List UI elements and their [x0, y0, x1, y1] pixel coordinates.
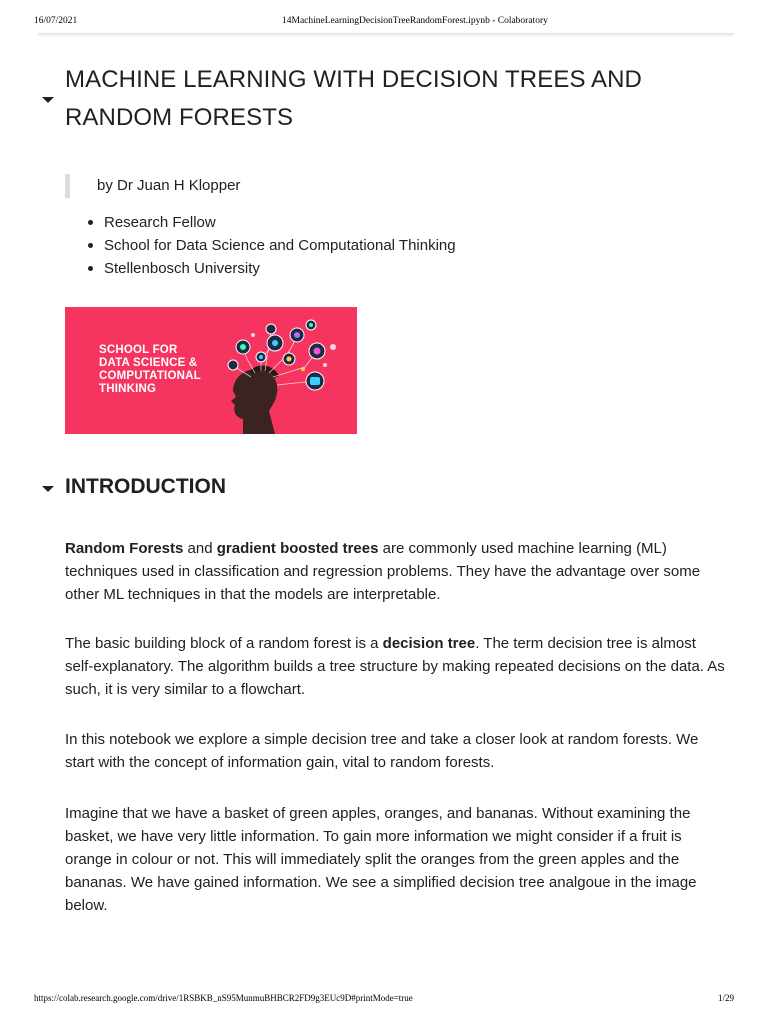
print-header [34, 16, 734, 30]
notebook-title [65, 61, 725, 137]
author-byline: by Dr Juan H Klopper [97, 177, 241, 194]
intro-paragraph-3: In this notebook we explore a simple decision tree and take a closer look at random forests. We start with the concept of information gain, vital to random forests. [65, 731, 699, 771]
page-number: 1/29 [717, 993, 734, 1003]
notebook-title-line-1: MACHINE LEARNING WITH DECISION TREES AND [65, 66, 642, 93]
author-affiliations-list [87, 211, 456, 280]
banner-line-2: DATA SCIENCE & [99, 357, 198, 369]
banner-line-4: THINKING [99, 383, 157, 395]
banner-line-3: COMPUTATIONAL [99, 370, 201, 382]
paragraph-text: are commonly used machine learning (ML) techniques used in classification and regression problems. They have the advantage over some other ML techniques in that the models are interpretable. [65, 540, 701, 603]
paragraph-text: . The term decision tree is almost self-explanatory. The algorithm builds a tree structure by making repeated decisions on the data. As such, it is very similar to a flowchart. [65, 635, 725, 698]
notebook-title-line-2: RANDOM FORESTS [65, 104, 294, 131]
bold-term: gradient boosted trees [216, 540, 379, 557]
print-footer [34, 993, 734, 1007]
list-item: Stellenbosch University [87, 257, 456, 280]
intro-paragraph-2 [65, 632, 725, 701]
print-date: 16/07/2021 [34, 16, 78, 26]
header-divider [38, 33, 734, 35]
intro-paragraph-1 [65, 537, 725, 606]
collapse-section-caret-icon[interactable] [42, 97, 54, 103]
list-item: Research Fellow [87, 211, 456, 234]
bold-term: Random Forests [65, 540, 184, 557]
blockquote-bar [65, 174, 70, 198]
section-heading-introduction: INTRODUCTION [65, 475, 226, 498]
banner-line-1: SCHOOL FOR [99, 344, 178, 356]
collapse-section-caret-icon[interactable] [42, 486, 54, 492]
banner-caption [99, 344, 201, 396]
list-item: School for Data Science and Computational Thinking [87, 234, 456, 257]
print-url: https://colab.research.google.com/drive/1RSBKB_nS95MunmuBHBCR2FD9g3EUc9D#printMode=true [34, 993, 413, 1003]
paragraph-text: The basic building block of a random forest is a [65, 635, 383, 652]
school-banner-image [65, 307, 357, 434]
intro-paragraph-4: Imagine that we have a basket of green apples, oranges, and bananas. Without examining the basket, we have very little information. To gain more information we might consider if a fruit is orange in colour or not. This will immediately split the oranges from the green apples and the bananas. We have gained information. We see a simplified decision tree analgoue in the image below. [65, 805, 697, 914]
paragraph-text: and [183, 540, 217, 557]
print-document-title: 14MachineLearningDecisionTreeRandomForest.ipynb - Colaboratory [282, 16, 548, 26]
bold-term: decision tree [382, 635, 476, 652]
